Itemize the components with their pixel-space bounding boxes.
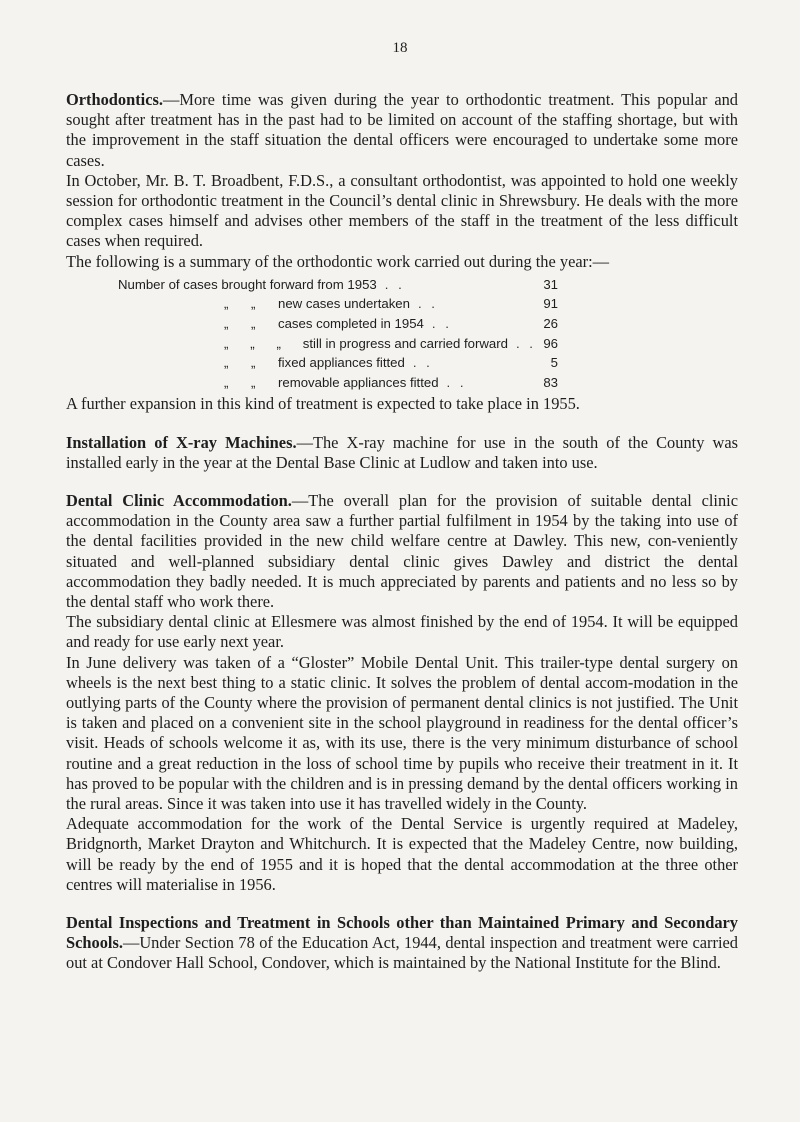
xray-paragraph: Installation of X-ray Machines.—The X-ray machine for use in the south of the County was installed early in the year at the Dental Base Clinic at Ludlow and taken into use. [66,432,738,472]
orthodontics-paragraph-3: The following is a summary of the orthodontic work carried out during the year:— [66,251,610,271]
inspections-paragraph: Dental Inspections and Treatment in Schools other than Maintained Primary and Secondary Schools.—Under Section 78 of the Education Act, 1944, dental inspection and treatment were carried out at Condover Hall School, Condover, which is maintained by the National Institute for the Blind. [66,913,738,973]
summary-row: „ „ new cases undertaken . . 91 [224,296,558,312]
inspections-heading: Dental Inspections and Treatment in Schools other than Maintained Primary and Secondary Schools. [66,913,738,953]
summary-row: „ „ fixed appliances fitted . . 5 [224,355,558,371]
orthodontics-paragraph-2: In October, Mr. B. T. Broadbent, F.D.S., a consultant orthodontist, was appointed to hold one weekly session for orthodontic treatment in the Council’s dental clinic in Shrewsbury. He deals with the more complex cases himself and advises other members of the staff in the treatment of the less difficult cases when required. [66,170,738,251]
page-body [66,90,738,974]
summary-row: Number of cases brought forward from 1953 . . 31 [118,276,558,292]
xray-heading: Installation of X-ray Machines. [66,432,297,452]
accommodation-paragraph-4: Adequate accommodation for the work of the Dental Service is urgently required at Madeley, Bridgnorth, Market Drayton and Whitchurch. It is expected that the Madeley Centre, now building, will be ready by the end of 1955 and it is hoped that the dental accommodation at the three other centres will materialise in 1956. [66,814,738,894]
accommodation-paragraph-1: Dental Clinic Accommodation.—The overall plan for the provision of suitable dental clinic accommodation in the County area saw a further partial fulfilment in 1954 by the taking into use of the dental facilities provided in the new child welfare centre at Dawley. This new, con-veniently situated and well-planned subsidiary dental clinic gives Dawley and district the dental accommodation they badly needed. It is much appreciated by parents and patients and no less so by the dental staff who work there. [66,491,738,612]
page-number: 18 [392,40,408,56]
summary-row: „ „ „ still in progress and carried forward . . 96 [224,335,558,351]
accommodation-heading: Dental Clinic Accommodation. [66,491,292,510]
accommodation-paragraph-2: The subsidiary dental clinic at Ellesmere was almost finished by the end of 1954. It will be equipped and ready for use early next year. [66,612,738,652]
orthodontics-paragraph-4: A further expansion in this kind of treatment is expected to take place in 1955. [66,394,580,414]
summary-row: „ „ removable appliances fitted . . 83 [224,374,558,390]
orthodontics-paragraph-1: Orthodontics.—More time was given during the year to orthodontic treatment. This popular and sought after treatment has in the past had to be limited on account of the staffing shortage, but with the improvement in the staff situation the dental officers were encouraged to undertake some more cases. [66,90,738,170]
orthodontic-summary-table [98,275,558,393]
accommodation-paragraph-3: In June delivery was taken of a “Gloster” Mobile Dental Unit. This trailer-type dental surgery on wheels is the next best thing to a static clinic. It solves the problem of dental accom-modation in the outlying parts of the County where the provision of permanent dental clinics is not justified. The Unit is taken and placed on a convenient site in the school playground in readiness for the dental officer’s visit. Heads of schools welcome it as, with its use, there is the very minimum disturbance of school routine and a great reduction in the loss of school time by pupils who receive their treatment in it. It has proved to be popular with the children and is in pressing demand by the dental officers working in the rural areas. Since it was taken into use it has travelled widely in the County. [66,652,738,814]
orthodontics-heading: Orthodontics. [66,90,163,109]
summary-row: „ „ cases completed in 1954 . . 26 [224,316,558,332]
